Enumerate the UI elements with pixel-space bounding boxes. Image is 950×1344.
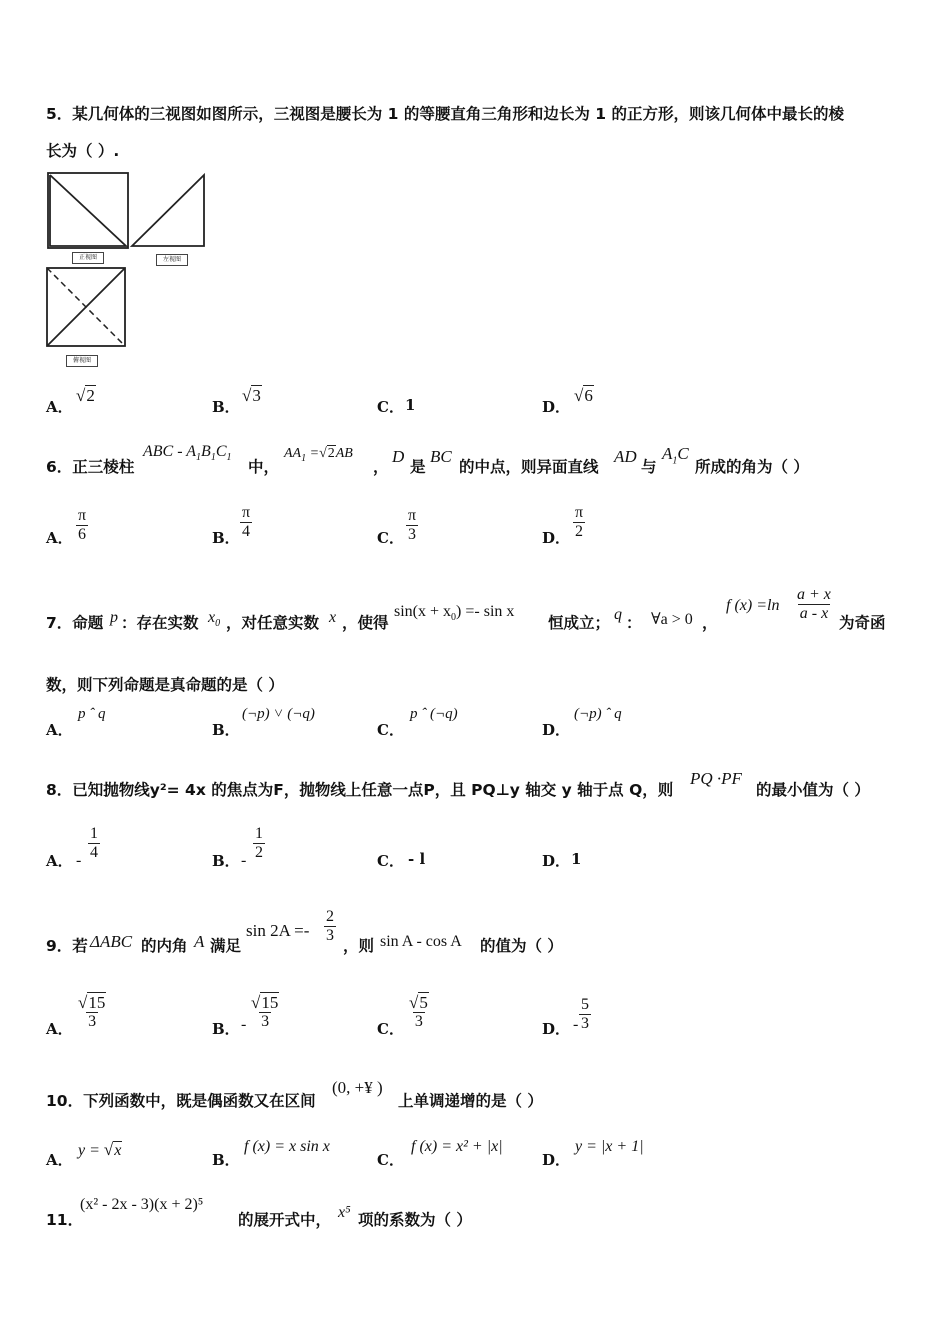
q5-text-line1: 5．某几何体的三视图如图所示，三视图是腰长为 1 的等腰直角三角形和边长为 1 的正方形，则该几何体中最长的棱 (46, 105, 844, 123)
q11-text2: 项的系数为（ ） (358, 1211, 472, 1229)
q10-tail: 上单调递增的是（ ） (398, 1092, 543, 1110)
q10-option-d-value: y = |x + 1| (575, 1138, 644, 1155)
q6-comma: ， (373, 458, 389, 476)
q6-option-c-value: $\frac{\pi}{3}$ (408, 507, 417, 543)
q9-option-b-sign: - (241, 1016, 247, 1033)
q9-option-b-label: B． (212, 1020, 240, 1038)
q6-aa1: $AA_1 =√2AB$ (284, 446, 353, 464)
side-view-caption: 左视图 (156, 254, 188, 266)
q7-option-a-value: p ˆ q (78, 706, 106, 722)
q7-option-c-label: C． (377, 721, 404, 739)
q8-option-d-label: D． (542, 852, 571, 870)
q9-text2: 满足 (210, 937, 242, 955)
q9-option-c-value: $\frac{√5}{3}$ (409, 993, 428, 1030)
q5-option-a-label: A． (46, 398, 73, 416)
q7-sin-equation: $\sin(x + x_0) =- \sin x$ (394, 603, 515, 624)
q5-option-c-value: 1 (405, 396, 416, 414)
q5-option-a-value: √2 (76, 386, 95, 405)
q5-option-b-value: √3 (242, 386, 261, 405)
q7-option-d-value: (¬p) ˆ q (574, 706, 622, 722)
q9-option-c-label: C． (377, 1020, 404, 1038)
q5-option-d-label: D． (542, 398, 571, 416)
q9-angle-a: A (194, 932, 205, 951)
q7-colon: ： (626, 614, 642, 632)
q7-text5: 为奇函 (839, 614, 886, 632)
q9-text3: ，则 (343, 937, 375, 955)
q11-term: x⁵ (338, 1204, 351, 1221)
q11-expression: (x² - 2x - 3)(x + 2)⁵ (80, 1196, 204, 1213)
q7-x: x (329, 609, 337, 626)
side-view-triangle (132, 175, 204, 246)
q7-x0: $x_0$ (208, 609, 221, 630)
front-view-caption: 正视图 (72, 252, 104, 264)
q8-dot-product: PQ ·PF (690, 769, 742, 788)
q11-text1: 的展开式中， (238, 1211, 332, 1229)
q6-option-b-label: B． (212, 529, 240, 547)
q8-option-b-value: $\frac{1}{2}$ (255, 825, 263, 861)
q8-option-a-value: $\frac{1}{4}$ (90, 825, 98, 861)
q8-tail: 的最小值为（ ） (756, 781, 870, 799)
q7-function: f (x) =ln (726, 597, 780, 614)
q8-option-b-label: B． (212, 852, 240, 870)
q9-condition: sin 2A =- (246, 921, 310, 940)
q7-option-d-label: D． (542, 721, 571, 739)
q7-log-fraction: $\frac{a + x}{a - x}$ (797, 586, 831, 622)
q7-option-b-value: (¬p) ˅ (¬q) (242, 706, 315, 722)
q8-option-c-label: C． (377, 852, 404, 870)
q6-option-d-value: $\frac{\pi}{2}$ (575, 504, 584, 540)
q7-comma: ， (702, 614, 718, 632)
q9-option-a-label: A． (46, 1020, 73, 1038)
q9-text4: 的值为（ ） (480, 937, 563, 955)
q5-text-line2: 长为（ ）. (46, 142, 120, 160)
q9-triangle: ΔABC (90, 932, 133, 951)
q6-text-end: 所成的角为（ ） (695, 458, 809, 476)
top-view-caption: 俯视图 (66, 355, 98, 367)
q9-option-d-value: $\frac{5}{3}$ (581, 996, 589, 1032)
q9-option-b-value: $\frac{√15}{3}$ (251, 993, 279, 1030)
q9-option-d-label: D． (542, 1020, 571, 1038)
q5-option-c-label: C． (377, 398, 404, 416)
q7-prop-q: q (614, 606, 622, 623)
q7-option-b-label: B． (212, 721, 240, 739)
q7-prop-p: p (110, 609, 118, 626)
q9-condition-fraction: $\frac{2}{3}$ (326, 908, 334, 944)
q6-text-is: 是 (410, 458, 426, 476)
q7-text4: 恒成立； (548, 614, 611, 632)
q8-option-a-sign: - (76, 852, 82, 869)
q10-option-b-value: f (x) = x sin x (244, 1138, 330, 1155)
q6-option-c-label: C． (377, 529, 404, 547)
q7-option-c-value: p ˆ (¬q) (410, 706, 458, 722)
q11-head: 11． (46, 1211, 84, 1229)
q10-head: 10．下列函数中，既是偶函数又在区间 (46, 1092, 316, 1110)
q6-number: 6．正三棱柱 (46, 458, 135, 476)
q7-text3: ，使得 (342, 614, 389, 632)
q6-text-and: 与 (641, 458, 657, 476)
q9-option-a-value: $\frac{√15}{3}$ (78, 993, 106, 1030)
q6-line-ad: AD (614, 447, 637, 466)
q6-segment-bc: BC (430, 447, 452, 466)
q5-option-d-value: √6 (574, 386, 593, 405)
q9-head: 9．若 (46, 937, 88, 955)
q9-option-d-sign: - (573, 1016, 579, 1033)
q9-target-expr: sin A - cos A (380, 933, 462, 950)
q8-option-d-value: 1 (571, 850, 582, 868)
q6-point-d: D (392, 447, 405, 466)
q8-option-b-sign: - (241, 852, 247, 869)
q10-interval: (0, +¥ ) (332, 1078, 383, 1097)
q7-text1: ：存在实数 (121, 614, 199, 632)
q7-option-a-label: A． (46, 721, 73, 739)
front-view-triangle (50, 175, 126, 246)
q10-option-d-label: D． (542, 1151, 571, 1169)
q8-option-c-value: - l (408, 850, 426, 868)
q10-option-c-label: C． (377, 1151, 404, 1169)
q6-text-in: 中， (248, 458, 280, 476)
q10-option-a-value: y = √x (78, 1140, 122, 1159)
q8-text: 8．已知抛物线y²= 4x 的焦点为F，抛物线上任意一点P，且 PQ⊥y 轴交 y 轴于点 Q，则 (46, 781, 674, 799)
q6-prism: ABC - $A_1B_1C_1$ (143, 443, 232, 464)
q7-text-line2: 数，则下列命题是真命题的是（ ） (46, 676, 284, 694)
q8-option-a-label: A． (46, 852, 73, 870)
q10-option-c-value: f (x) = x² + |x| (411, 1138, 503, 1155)
q7-number: 7．命题 (46, 614, 104, 632)
q10-option-b-label: B． (212, 1151, 240, 1169)
q6-option-b-value: $\frac{\pi}{4}$ (242, 504, 251, 540)
q6-line-a1c: $A_1C$ (662, 444, 689, 467)
q10-option-a-label: A． (46, 1151, 73, 1169)
q6-option-d-label: D． (542, 529, 571, 547)
q9-text1: 的内角 (141, 937, 188, 955)
q7-text2: ，对任意实数 (226, 614, 320, 632)
q6-option-a-value: $\frac{\pi}{6}$ (78, 507, 87, 543)
three-view-figure (44, 170, 214, 370)
q7-forall: ∀a > 0 (651, 611, 693, 628)
q6-option-a-label: A． (46, 529, 73, 547)
q5-option-b-label: B． (212, 398, 240, 416)
q6-text-mid: 的中点，则异面直线 (459, 458, 599, 476)
